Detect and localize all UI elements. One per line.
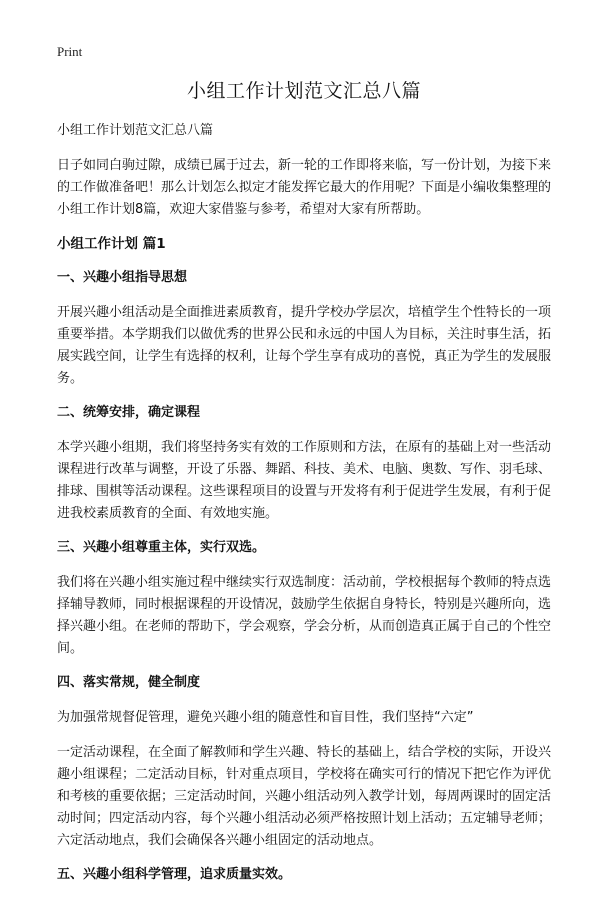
section-paragraph: 为加强常规督促管理，避免兴趣小组的随意性和盲目性，我们坚持“六定” (57, 710, 474, 725)
section-heading: 五、兴趣小组科学管理，追求质量实效。 (57, 867, 292, 882)
section-heading: 四、落实常规，健全制度 (57, 675, 201, 690)
section-1 (57, 268, 551, 390)
section-5 (57, 865, 551, 885)
section-3 (57, 538, 551, 660)
section-2 (57, 403, 551, 525)
print-link[interactable]: Print (57, 44, 83, 59)
section-heading: 一、兴趣小组指导思想 (57, 270, 188, 285)
section-paragraph: 本学兴趣小组期，我们将坚持务实有效的工作原则和方法，在原有的基础上对一些活动课程进行改革与调整，开设了乐器、舞蹈、科技、美术、电脑、奥数、写作、羽毛球、排球、围棋等活动课程。这些课程项目的设置与开发将有利于促进学生发展，有利于促进我校素质教育的全面、有效地实施。 (57, 440, 552, 521)
page-title: 小组工作计划范文汇总八篇 (186, 80, 421, 102)
section-title: 小组工作计划 篇1 (57, 236, 166, 252)
section-paragraph: 我们将在兴趣小组实施过程中继续实行双选制度：活动前，学校根据每个教师的特点选择辅导教师，同时根据课程的开设情况，鼓励学生依据自身特长，特别是兴趣所向，选择兴趣小组。在老师的帮助下，学会观察，学会分析，从而创造真正属于自己的个性空间。 (57, 575, 552, 656)
section-4 (57, 673, 551, 852)
document-body (57, 78, 551, 899)
section-heading: 二、统筹安排，确定课程 (57, 405, 201, 420)
intro-paragraph: 日子如同白驹过隙，成绩已属于过去，新一轮的工作即将来临，写一份计划，为接下来的工作做准备吧！那么计划怎么拟定才能发挥它最大的作用呢？下面是小编收集整理的小组工作计划8篇，欢迎大家借鉴与参考，希望对大家有所帮助。 (57, 158, 552, 217)
section-paragraph: 一定活动课程，在全面了解教师和学生兴趣、特长的基础上，结合学校的实际，开设兴趣小组课程；二定活动目标，针对重点项目，学校将在确实可行的情况下把它作为评优和考核的重要依据；三定活动时间，兴趣小组活动列入教学计划，每周两课时的固定活动时间；四定活动内容，每个兴趣小组活动必须严格按照计划上活动；五定辅导老师；六定活动地点，我们会确保各兴趣小组固定的活动地点。 (57, 745, 552, 848)
section-paragraph: 开展兴趣小组活动是全面推进素质教育，提升学校办学层次，培植学生个性特长的一项重要举措。本学期我们以做优秀的世界公民和永远的中国人为目标，关注时事生活，拓展实践空间，让学生有选择的权利，让每个学生享有成功的喜悦，真正为学生的发展服务。 (57, 305, 552, 386)
section-heading: 三、兴趣小组尊重主体，实行双选。 (57, 540, 266, 555)
document-subtitle: 小组工作计划范文汇总八篇 (57, 123, 214, 138)
